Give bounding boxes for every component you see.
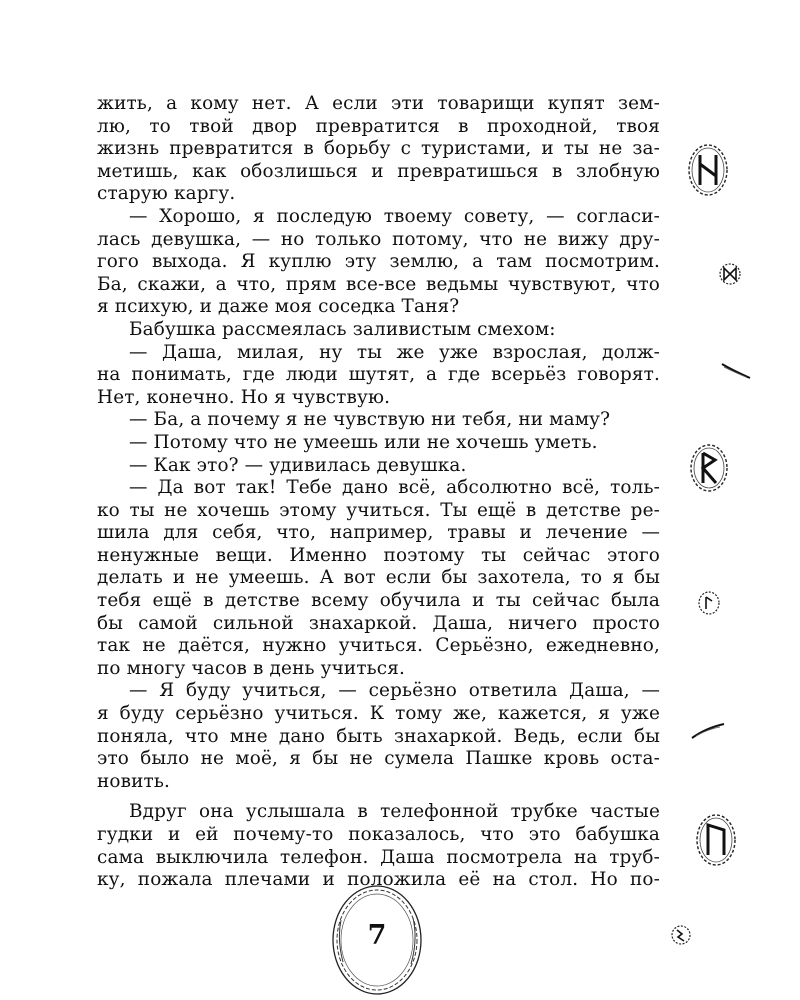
- text-line: Бабушка рассмеялась заливистым смехом:: [129, 318, 556, 340]
- text-line: я буду серьёзно учиться. К тому же, кажется, я уже: [97, 703, 660, 725]
- text-line: лась девушка, — но только потому, что не вижу дру-: [97, 228, 660, 250]
- text-line: жить, а кому нет. А если эти товарищи купят зем-: [97, 93, 660, 114]
- text-line: — Да вот так! Тебе дано всё, абсолютно всё, толь-: [129, 477, 660, 499]
- text-line: тебя ещё в детстве всему обучила и ты сейчас была: [97, 590, 660, 612]
- text-line: — Хорошо, я последую твоему совету, — согласи-: [129, 205, 660, 227]
- text-line: — Ба, а почему я не чувствую ни тебя, ни маму?: [129, 409, 611, 431]
- rune-raido-icon: [686, 440, 732, 496]
- rune-stroke-2-icon: [688, 718, 728, 746]
- rune-stroke-icon: [718, 360, 754, 384]
- rune-dagaz-icon: [716, 260, 744, 288]
- text-line: ку, пожала плечами и положила её на стол. Но по-: [97, 869, 660, 891]
- text-line: я психую, и даже моя соседка Таня?: [97, 296, 460, 318]
- text-line: жизнь превратится в борьбу с туристами, и ты не за-: [97, 138, 660, 160]
- text-line: ненужные вещи. Именно поэтому ты сейчас этого: [97, 544, 660, 566]
- rune-uruz-icon: [692, 810, 740, 870]
- text-line: ко ты не хочешь этому учиться. Ты ещё в детстве ре-: [97, 499, 660, 521]
- text-line: новить.: [97, 770, 171, 792]
- text-line: старую каргу.: [97, 183, 236, 205]
- text-line: шила для себя, что, например, травы и лечение —: [97, 522, 660, 544]
- text-line: на понимать, где люди шутят, а где всерьёз говорят.: [97, 364, 660, 386]
- text-line: это было не моё, я бы не сумела Пашке кровь оста-: [97, 748, 660, 770]
- text-line: так не даётся, нужно учиться. Серьёзно, ежедневно,: [97, 635, 660, 657]
- page-number: 7: [367, 920, 387, 951]
- text-line: — Я буду учиться, — серьёзно ответила Даша, —: [129, 680, 660, 702]
- text-line: лю, то твой двор превратится в проходной, твоя: [97, 115, 660, 137]
- text-line: Нет, конечно. Но я чувствую.: [97, 386, 391, 408]
- text-line: — Даша, милая, ну ты же уже взрослая, долж-: [129, 341, 660, 363]
- text-line: делать и не умеешь. А вот если бы захотела, то я бы: [97, 567, 660, 589]
- text-line: Вдруг она услышала в телефонной трубке частые: [129, 801, 660, 823]
- text-line: гого выхода. Я куплю эту землю, а там посмотрим.: [97, 251, 660, 273]
- rune-sowilo-icon: [668, 922, 694, 948]
- page-number-frame: [327, 880, 427, 998]
- text-line: сама выключила телефон. Даша посмотрела на труб-: [97, 846, 660, 868]
- text-line: Ба, скажи, а что, прям все-все ведьмы чувствуют, что: [97, 273, 660, 295]
- body-text: [97, 93, 660, 892]
- text-line: — Потому что не умеешь или не хочешь уметь.: [129, 431, 598, 453]
- text-line: — Как это? — удивилась девушка.: [129, 454, 467, 476]
- text-line: поняла, что мне дано быть знахаркой. Ведь, если бы: [97, 725, 660, 747]
- text-line: метишь, как обозлишься и превратишься в злобную: [97, 160, 660, 182]
- text-line: по многу часов в день учиться.: [97, 657, 405, 679]
- rune-small-icon: [695, 588, 723, 618]
- text-line: бы самой сильной знахаркой. Даша, ничего просто: [97, 612, 660, 634]
- rune-hagalaz-icon: [684, 140, 732, 200]
- text-line: гудки и ей почему-то показалось, что это бабушка: [97, 824, 660, 845]
